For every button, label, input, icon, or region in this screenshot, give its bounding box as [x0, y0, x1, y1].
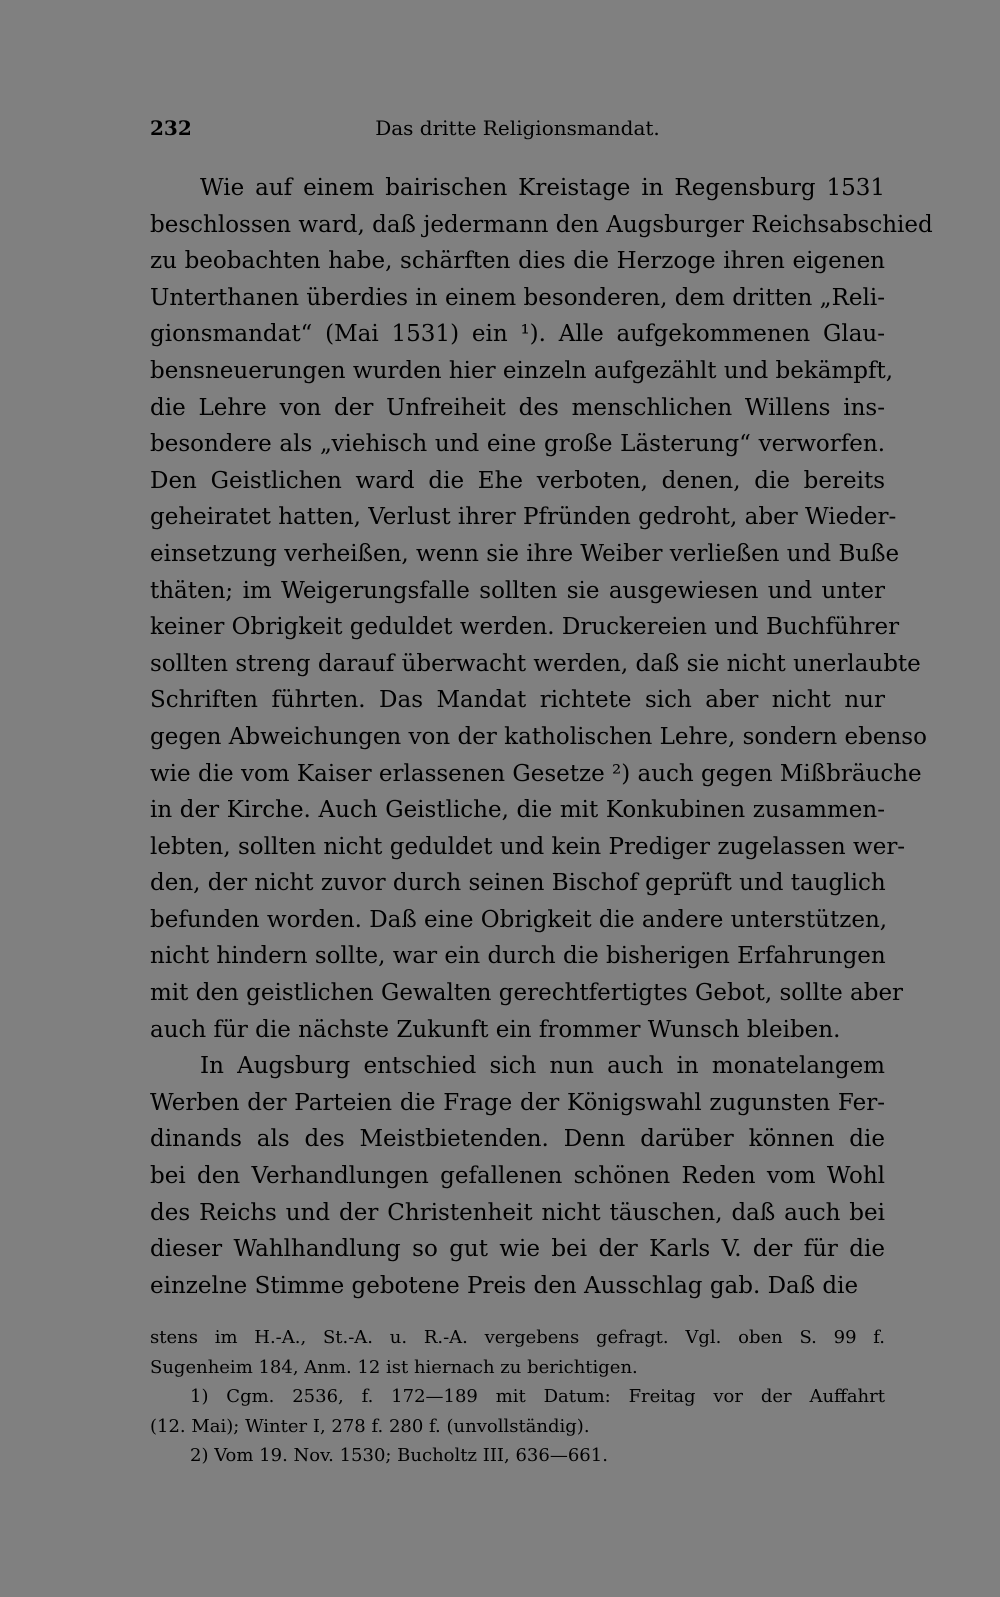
text-line: nicht hindern sollte, war ein durch die bisherigen Erfahrungen: [150, 943, 886, 970]
footnote-line: 1) Cgm. 2536, f. 172—189 mit Datum: Freitag vor der Auffahrt: [190, 1386, 885, 1408]
footnote-line: stens im H.-A., St.-A. u. R.-A. vergebens gefragt. Vgl. oben S. 99 f.: [150, 1327, 885, 1348]
text-line: befunden worden. Daß eine Obrigkeit die andere unterstützen,: [150, 906, 888, 933]
text-line: auch für die nächste Zukunft ein frommer Wunsch bleiben.: [150, 1016, 841, 1043]
text-line: besondere als „viehisch und eine große Lästerung“ verworfen.: [150, 431, 885, 458]
page-header: [150, 116, 885, 146]
text-line: bei den Verhandlungen gefallenen schönen Reden vom Wohl: [150, 1163, 885, 1190]
body-text: [150, 170, 933, 1304]
footnotes: [150, 1323, 885, 1471]
footnote-line: 2) Vom 19. Nov. 1530; Bucholtz III, 636—661.: [190, 1445, 608, 1467]
text-line: In Augsburg entschied sich nun auch in monatelangem: [200, 1053, 885, 1080]
text-line: wie die vom Kaiser erlassenen Gesetze ²) auch gegen Mißbräuche: [150, 760, 922, 787]
text-line: dieser Wahlhandlung so gut wie bei der Karls V. der für die: [150, 1236, 885, 1263]
running-title: Das dritte Religionsmandat.: [375, 116, 660, 140]
text-line: thäten; im Weigerungsfalle sollten sie ausgewiesen und unter: [150, 577, 885, 604]
text-line: die Lehre von der Unfreiheit des menschlichen Willens ins-: [150, 394, 885, 421]
text-line: zu beobachten habe, schärften dies die Herzoge ihren eigenen: [150, 248, 885, 275]
text-line: Werben der Parteien die Frage der Königswahl zugunsten Fer-: [150, 1089, 885, 1116]
page-number: 232: [150, 116, 192, 140]
text-line: einsetzung verheißen, wenn sie ihre Weiber verließen und Buße: [150, 540, 900, 567]
text-line: mit den geistlichen Gewalten gerechtfertigtes Gebot, sollte aber: [150, 980, 904, 1007]
text-line: Wie auf einem bairischen Kreistage in Regensburg 1531: [200, 175, 885, 201]
text-line: keiner Obrigkeit geduldet werden. Druckereien und Buchführer: [150, 614, 900, 641]
text-line: Unterthanen überdies in einem besonderen, dem dritten „Reli-: [150, 284, 885, 311]
text-line: gionsmandat“ (Mai 1531) ein ¹). Alle aufgekommenen Glau-: [150, 321, 885, 348]
text-line: lebten, sollten nicht geduldet und kein Prediger zugelassen wer-: [150, 833, 906, 860]
text-line: den, der nicht zuvor durch seinen Bischof geprüft und tauglich: [150, 870, 886, 897]
footnote-line: Sugenheim 184, Anm. 12 ist hiernach zu berichtigen.: [150, 1356, 638, 1378]
text-line: einzelne Stimme gebotene Preis den Ausschlag gab. Daß die: [150, 1272, 859, 1299]
text-line: dinands als des Meistbietenden. Denn darüber können die: [150, 1126, 885, 1153]
text-line: bensneuerungen wurden hier einzeln aufgezählt und bekämpft,: [150, 357, 894, 384]
text-line: sollten streng darauf überwacht werden, daß sie nicht unerlaubte: [150, 650, 921, 677]
footnote-line: (12. Mai); Winter I, 278 f. 280 f. (unvollständig).: [150, 1415, 590, 1437]
text-line: in der Kirche. Auch Geistliche, die mit Konkubinen zusammen-: [150, 797, 885, 824]
text-line: des Reichs und der Christenheit nicht täuschen, daß auch bei: [150, 1199, 885, 1226]
text-line: geheiratet hatten, Verlust ihrer Pfründen gedroht, aber Wieder-: [150, 504, 897, 531]
text-line: gegen Abweichungen von der katholischen Lehre, sondern ebenso: [150, 723, 927, 750]
text-line: Schriften führten. Das Mandat richtete sich aber nicht nur: [150, 687, 885, 714]
text-line: beschlossen ward, daß jedermann den Augsburger Reichsabschied: [150, 211, 933, 238]
text-line: Den Geistlichen ward die Ehe verboten, denen, die bereits: [150, 467, 885, 494]
